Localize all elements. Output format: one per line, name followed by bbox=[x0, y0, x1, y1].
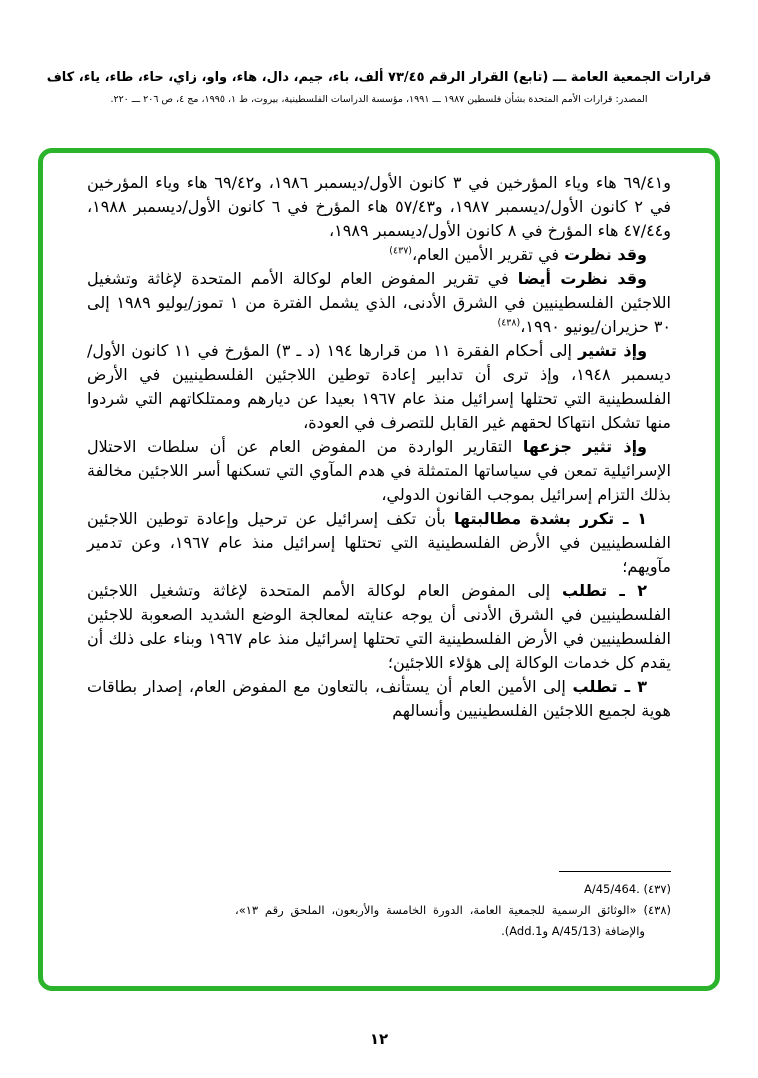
page-number: ١٢ bbox=[369, 1030, 389, 1048]
paragraph-operative-2 bbox=[87, 579, 671, 675]
document-source: المصدر: قرارات الأمم المتحدة بشأن فلسطين ١٩٨٧ ـــ ١٩٩١، مؤسسة الدراسات الفلسطينية، بيروت، ط ١، ١٩٩٥، مج ٤، ص ٢٠٦ ـــ ٢٢٠. bbox=[110, 94, 648, 105]
content-frame bbox=[38, 148, 720, 991]
paragraph-operative-3 bbox=[87, 675, 671, 723]
footnote-ref-438: (٤٣٨) bbox=[497, 317, 521, 329]
paragraph-text: إلى الأمين العام أن يستأنف، بالتعاون مع المفوض العام، إصدار بطاقات هوية لجميع اللاجئين الفلسطينيين وأنسالهم bbox=[87, 677, 671, 720]
footnote-437: (٤٣٧) A/45/464.‎ bbox=[583, 882, 671, 896]
paragraph-having-considered-also bbox=[87, 267, 671, 339]
footnotes-section bbox=[235, 871, 671, 942]
paragraph-text: بأن تكف إسرائيل عن ترحيل وإعادة توطين اللاجئين الفلسطينيين في الأرض الفلسطينية التي تحتلها إسرائيل منذ عام ١٩٦٧، وعن تدمير مآويهم؛ bbox=[87, 509, 671, 576]
paragraph-text: في تقرير المفوض العام لوكالة الأمم المتحدة لإغاثة وتشغيل اللاجئين الفلسطينيين في الشرق الأدنى، الذي يشمل الفترة من ١ تموز/يوليو ١٩٨٩ إلى ٣٠ حزيران/يونيو ١٩٩٠، bbox=[87, 269, 671, 336]
document-title: قرارات الجمعية العامة ـــ (تابع) القرار الرقم ٧٣/٤٥ ألف، باء، جيم، دال، هاء، واو، زاي، حاء، طاء، ياء، كاف bbox=[46, 70, 712, 85]
paragraph-lead: وقد نظرت bbox=[564, 245, 647, 264]
paragraph-text: في تقرير الأمين العام، bbox=[412, 245, 565, 264]
page-header bbox=[30, 70, 728, 105]
footnote-divider bbox=[559, 871, 671, 872]
paragraph-text: التقارير الواردة من المفوض العام عن أن سلطات الاحتلال الإسرائيلية تمعن في سياساتها المتمثلة في هدم المآوي التي تسكنها أسر اللاجئين مخالفة بذلك التزام إسرائيل بموجب القانون الدولي، bbox=[87, 437, 671, 504]
paragraph-resolutions-list bbox=[87, 171, 671, 243]
paragraph-lead: وإذ تثير جزعها bbox=[522, 437, 647, 456]
paragraph-lead: ٣ ـ تطلب bbox=[572, 677, 647, 696]
paragraph-recalling bbox=[87, 339, 671, 435]
paragraph-lead: وقد نظرت أيضا bbox=[517, 269, 647, 288]
paragraph-lead: وإذ تشير bbox=[578, 341, 648, 360]
paragraph-operative-1 bbox=[87, 507, 671, 579]
paragraph-text: إلى المفوض العام لوكالة الأمم المتحدة لإغاثة وتشغيل اللاجئين الفلسطينيين في الشرق الأدنى أن يوجه عنايته لمعالجة الوضع الشديد الصعوبة للاجئين الفلسطينيين في الأرض الفلسطينية التي تحتلها إسرائيل منذ عام ١٩٦٧ وبناء على ذلك أن يقدم كل خدمات الوكالة إلى هؤلاء اللاجئين؛ bbox=[87, 581, 671, 672]
paragraph-lead: ٢ ـ تطلب bbox=[562, 581, 648, 600]
paragraph-lead: ١ ـ تكرر بشدة مطالبتها bbox=[453, 509, 648, 528]
resolution-body bbox=[43, 153, 715, 723]
paragraph-text: إلى أحكام الفقرة ١١ من قرارها ١٩٤ (د ـ ٣) المؤرخ في ١١ كانون الأول/ديسمبر ١٩٤٨، وإذ ترى أن تدابير إعادة توطين اللاجئين الفلسطينيين في الأرض الفلسطينية التي تحتلها إسرائيل منذ عام ١٩٦٧ بعيدا عن ديارهم وممتلكاتهم التي شردوا منها تشكل انتهاكا لحقهم غير القابل للتصرف في العودة، bbox=[87, 341, 672, 432]
footnote-ref-437: (٤٣٧) bbox=[389, 245, 413, 257]
paragraph-text: و٦٩/٤١ هاء وياء المؤرخين في ٣ كانون الأول/ديسمبر ١٩٨٦، و٦٩/٤٢ هاء وياء المؤرخين في ٢ كانون الأول/ديسمبر ١٩٨٧، و٥٧/٤٣ هاء المؤرخ في ٦ كانون الأول/ديسمبر ١٩٨٨، و٤٧/٤٤ هاء المؤرخ في ٨ كانون الأول/ديسمبر ١٩٨٩، bbox=[87, 173, 671, 240]
footnote-438: (٤٣٨) «الوثائق الرسمية للجمعية العامة، الدورة الخامسة والأربعون، الملحق رقم ١٣»، والإضافة (A/45/13 وAdd.1). bbox=[235, 903, 671, 938]
paragraph-having-considered bbox=[87, 243, 671, 267]
paragraph-alarmed bbox=[87, 435, 671, 507]
